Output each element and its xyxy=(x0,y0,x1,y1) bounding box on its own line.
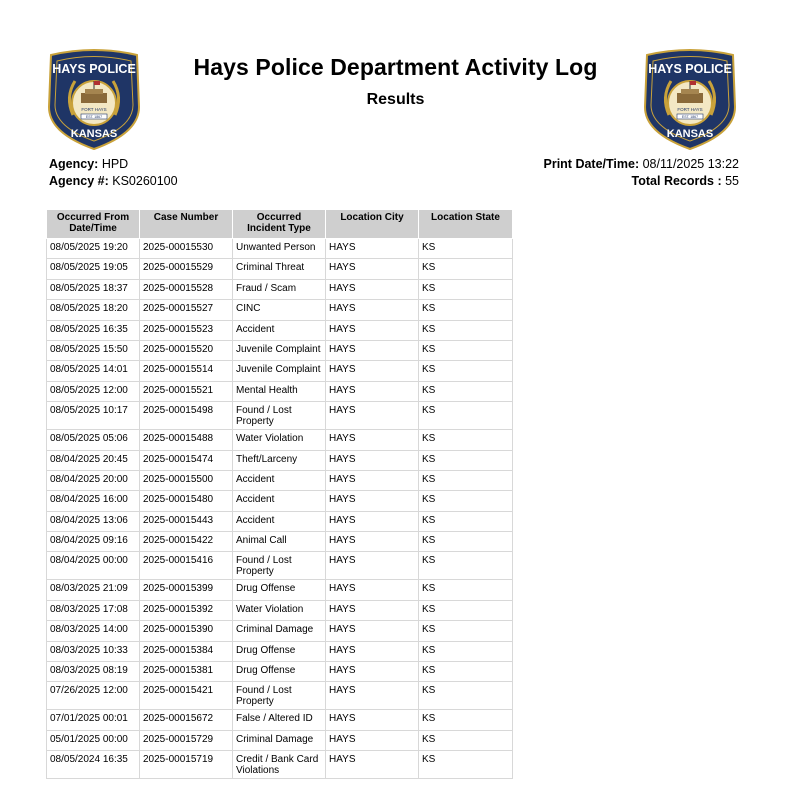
cell-location-city: HAYS xyxy=(326,552,419,580)
cell-occurred-from: 08/03/2025 21:09 xyxy=(47,580,140,600)
cell-location-city: HAYS xyxy=(326,300,419,320)
cell-location-city: HAYS xyxy=(326,430,419,450)
agency-label: Agency: xyxy=(49,157,99,171)
cell-case-number: 2025-00015520 xyxy=(140,340,233,360)
table-row xyxy=(47,511,513,531)
cell-occurred-from: 08/03/2025 10:33 xyxy=(47,641,140,661)
cell-incident-type: Theft/Larceny xyxy=(233,450,326,470)
cell-location-city: HAYS xyxy=(326,600,419,620)
cell-case-number: 2025-00015422 xyxy=(140,532,233,552)
table-header-row xyxy=(47,210,513,239)
cell-incident-type: Found / Lost Property xyxy=(233,682,326,710)
cell-case-number: 2025-00015384 xyxy=(140,641,233,661)
cell-incident-type: Criminal Damage xyxy=(233,730,326,750)
cell-location-city: HAYS xyxy=(326,491,419,511)
cell-incident-type: Accident xyxy=(233,320,326,340)
table-row xyxy=(47,580,513,600)
cell-location-city: HAYS xyxy=(326,320,419,340)
cell-location-city: HAYS xyxy=(326,361,419,381)
agency-info xyxy=(49,156,178,190)
cell-occurred-from: 08/05/2025 14:01 xyxy=(47,361,140,381)
agency-number-label: Agency #: xyxy=(49,174,109,188)
badge-middle-text: FORT HAYS xyxy=(677,107,703,112)
cell-case-number: 2025-00015672 xyxy=(140,710,233,730)
cell-occurred-from: 08/05/2024 16:35 xyxy=(47,751,140,779)
cell-location-city: HAYS xyxy=(326,279,419,299)
cell-incident-type: Unwanted Person xyxy=(233,239,326,259)
cell-occurred-from: 08/04/2025 16:00 xyxy=(47,491,140,511)
cell-occurred-from: 08/04/2025 20:00 xyxy=(47,470,140,490)
header-text: Case Number xyxy=(153,212,219,223)
cell-location-state: KS xyxy=(419,641,513,661)
table-row xyxy=(47,641,513,661)
table-row xyxy=(47,552,513,580)
header-location-state xyxy=(419,210,513,239)
cell-occurred-from: 08/04/2025 13:06 xyxy=(47,511,140,531)
table-row xyxy=(47,491,513,511)
cell-location-city: HAYS xyxy=(326,580,419,600)
cell-occurred-from: 08/05/2025 19:05 xyxy=(47,259,140,279)
cell-incident-type: Criminal Damage xyxy=(233,621,326,641)
table-row xyxy=(47,751,513,779)
cell-occurred-from: 08/03/2025 08:19 xyxy=(47,662,140,682)
table-row xyxy=(47,710,513,730)
cell-case-number: 2025-00015529 xyxy=(140,259,233,279)
cell-location-state: KS xyxy=(419,279,513,299)
cell-case-number: 2025-00015500 xyxy=(140,470,233,490)
cell-location-city: HAYS xyxy=(326,641,419,661)
cell-location-city: HAYS xyxy=(326,402,419,430)
cell-incident-type: Juvenile Complaint xyxy=(233,340,326,360)
table-row xyxy=(47,730,513,750)
cell-incident-type: Accident xyxy=(233,491,326,511)
cell-location-state: KS xyxy=(419,361,513,381)
print-date-line xyxy=(544,156,740,173)
cell-case-number: 2025-00015416 xyxy=(140,552,233,580)
page-subtitle: Results xyxy=(366,91,425,108)
cell-incident-type: Mental Health xyxy=(233,381,326,401)
total-records-value: 55 xyxy=(725,174,739,188)
cell-location-state: KS xyxy=(419,552,513,580)
cell-location-city: HAYS xyxy=(326,511,419,531)
cell-case-number: 2025-00015528 xyxy=(140,279,233,299)
table-row xyxy=(47,621,513,641)
cell-occurred-from: 08/05/2025 16:35 xyxy=(47,320,140,340)
cell-location-state: KS xyxy=(419,710,513,730)
cell-occurred-from: 08/05/2025 12:00 xyxy=(47,381,140,401)
agency-number-value: KS0260100 xyxy=(112,174,178,188)
cell-incident-type: Drug Offense xyxy=(233,580,326,600)
header-incident-type xyxy=(233,210,326,239)
cell-incident-type: Criminal Threat xyxy=(233,259,326,279)
header-occurred-from xyxy=(47,210,140,239)
cell-location-city: HAYS xyxy=(326,532,419,552)
header-text: Occurred From xyxy=(56,212,130,223)
cell-location-state: KS xyxy=(419,580,513,600)
table-row xyxy=(47,361,513,381)
table-row xyxy=(47,402,513,430)
cell-location-state: KS xyxy=(419,300,513,320)
cell-case-number: 2025-00015474 xyxy=(140,450,233,470)
cell-incident-type: Water Violation xyxy=(233,600,326,620)
table-row xyxy=(47,239,513,259)
cell-location-state: KS xyxy=(419,470,513,490)
cell-location-state: KS xyxy=(419,682,513,710)
cell-incident-type: False / Altered ID xyxy=(233,710,326,730)
cell-occurred-from: 08/03/2025 14:00 xyxy=(47,621,140,641)
cell-location-state: KS xyxy=(419,259,513,279)
header-location-city xyxy=(326,210,419,239)
cell-case-number: 2025-00015399 xyxy=(140,580,233,600)
cell-case-number: 2025-00015488 xyxy=(140,430,233,450)
cell-incident-type: Fraud / Scam xyxy=(233,279,326,299)
table-row xyxy=(47,320,513,340)
total-records-label: Total Records : xyxy=(631,174,722,188)
badge-bottom-text: KANSAS xyxy=(70,128,118,140)
cell-incident-type: Credit / Bank Card Violations xyxy=(233,751,326,779)
page-title: Hays Police Department Activity Log xyxy=(193,54,598,80)
agency-number-line xyxy=(49,173,178,190)
cell-case-number: 2025-00015521 xyxy=(140,381,233,401)
badge-ribbon-text: EST. 1867 xyxy=(85,115,103,119)
cell-location-city: HAYS xyxy=(326,381,419,401)
cell-location-state: KS xyxy=(419,600,513,620)
cell-incident-type: Animal Call xyxy=(233,532,326,552)
cell-case-number: 2025-00015514 xyxy=(140,361,233,381)
table-row xyxy=(47,300,513,320)
cell-incident-type: Found / Lost Property xyxy=(233,402,326,430)
cell-occurred-from: 08/05/2025 05:06 xyxy=(47,430,140,450)
cell-location-city: HAYS xyxy=(326,470,419,490)
cell-location-state: KS xyxy=(419,430,513,450)
cell-case-number: 2025-00015421 xyxy=(140,682,233,710)
cell-location-state: KS xyxy=(419,450,513,470)
cell-location-city: HAYS xyxy=(326,340,419,360)
cell-case-number: 2025-00015480 xyxy=(140,491,233,511)
cell-case-number: 2025-00015729 xyxy=(140,730,233,750)
table-row xyxy=(47,682,513,710)
header-case-number xyxy=(140,210,233,239)
cell-incident-type: Water Violation xyxy=(233,430,326,450)
table-header xyxy=(47,210,513,239)
cell-case-number: 2025-00015392 xyxy=(140,600,233,620)
cell-location-city: HAYS xyxy=(326,662,419,682)
cell-location-city: HAYS xyxy=(326,259,419,279)
cell-incident-type: Juvenile Complaint xyxy=(233,361,326,381)
activity-log-table xyxy=(46,209,513,779)
header-text: Incident Type xyxy=(247,223,311,234)
cell-location-city: HAYS xyxy=(326,682,419,710)
table-body xyxy=(47,239,513,779)
cell-case-number: 2025-00015527 xyxy=(140,300,233,320)
cell-location-state: KS xyxy=(419,340,513,360)
cell-incident-type: Drug Offense xyxy=(233,662,326,682)
table-row xyxy=(47,662,513,682)
cell-location-city: HAYS xyxy=(326,621,419,641)
cell-location-state: KS xyxy=(419,511,513,531)
cell-location-state: KS xyxy=(419,491,513,511)
cell-location-state: KS xyxy=(419,532,513,552)
cell-occurred-from: 08/05/2025 15:50 xyxy=(47,340,140,360)
header-text: Location State xyxy=(431,212,500,223)
print-date-value: 08/11/2025 13:22 xyxy=(642,157,739,171)
badge-bottom-text: KANSAS xyxy=(666,128,714,140)
header-text: Date/Time xyxy=(69,223,117,234)
cell-incident-type: Accident xyxy=(233,511,326,531)
header-text: Location City xyxy=(340,212,404,223)
total-records-line xyxy=(544,173,740,190)
cell-incident-type: Found / Lost Property xyxy=(233,552,326,580)
cell-occurred-from: 08/04/2025 20:45 xyxy=(47,450,140,470)
cell-location-state: KS xyxy=(419,662,513,682)
cell-occurred-from: 08/04/2025 00:00 xyxy=(47,552,140,580)
print-date-label: Print Date/Time: xyxy=(543,157,640,171)
table-row xyxy=(47,470,513,490)
cell-location-state: KS xyxy=(419,621,513,641)
print-info xyxy=(544,156,740,190)
badge-top-text: HAYS POLICE xyxy=(52,62,136,76)
table-row xyxy=(47,259,513,279)
table-row xyxy=(47,532,513,552)
cell-occurred-from: 05/01/2025 00:00 xyxy=(47,730,140,750)
cell-occurred-from: 07/01/2025 00:01 xyxy=(47,710,140,730)
cell-case-number: 2025-00015443 xyxy=(140,511,233,531)
cell-incident-type: Accident xyxy=(233,470,326,490)
cell-location-state: KS xyxy=(419,239,513,259)
header-text: Occurred xyxy=(256,212,302,223)
cell-case-number: 2025-00015498 xyxy=(140,402,233,430)
cell-location-state: KS xyxy=(419,320,513,340)
table-row xyxy=(47,600,513,620)
table-row xyxy=(47,430,513,450)
cell-location-state: KS xyxy=(419,751,513,779)
cell-incident-type: CINC xyxy=(233,300,326,320)
badge-middle-text: FORT HAYS xyxy=(81,107,107,112)
badge-ribbon-text: EST. 1867 xyxy=(681,115,699,119)
cell-location-city: HAYS xyxy=(326,710,419,730)
cell-occurred-from: 08/05/2025 10:17 xyxy=(47,402,140,430)
table-row xyxy=(47,450,513,470)
cell-location-state: KS xyxy=(419,381,513,401)
cell-case-number: 2025-00015523 xyxy=(140,320,233,340)
cell-occurred-from: 08/05/2025 19:20 xyxy=(47,239,140,259)
cell-case-number: 2025-00015530 xyxy=(140,239,233,259)
cell-occurred-from: 08/05/2025 18:20 xyxy=(47,300,140,320)
cell-location-city: HAYS xyxy=(326,730,419,750)
table-row xyxy=(47,340,513,360)
cell-occurred-from: 08/03/2025 17:08 xyxy=(47,600,140,620)
cell-location-city: HAYS xyxy=(326,239,419,259)
cell-location-city: HAYS xyxy=(326,751,419,779)
table-row xyxy=(47,279,513,299)
cell-location-state: KS xyxy=(419,402,513,430)
cell-occurred-from: 08/04/2025 09:16 xyxy=(47,532,140,552)
cell-case-number: 2025-00015381 xyxy=(140,662,233,682)
badge-top-text: HAYS POLICE xyxy=(648,62,732,76)
cell-location-city: HAYS xyxy=(326,450,419,470)
cell-case-number: 2025-00015719 xyxy=(140,751,233,779)
agency-value: HPD xyxy=(101,157,129,171)
agency-line xyxy=(49,156,178,173)
cell-occurred-from: 08/05/2025 18:37 xyxy=(47,279,140,299)
cell-occurred-from: 07/26/2025 12:00 xyxy=(47,682,140,710)
cell-case-number: 2025-00015390 xyxy=(140,621,233,641)
cell-incident-type: Drug Offense xyxy=(233,641,326,661)
cell-location-state: KS xyxy=(419,730,513,750)
table-row xyxy=(47,381,513,401)
